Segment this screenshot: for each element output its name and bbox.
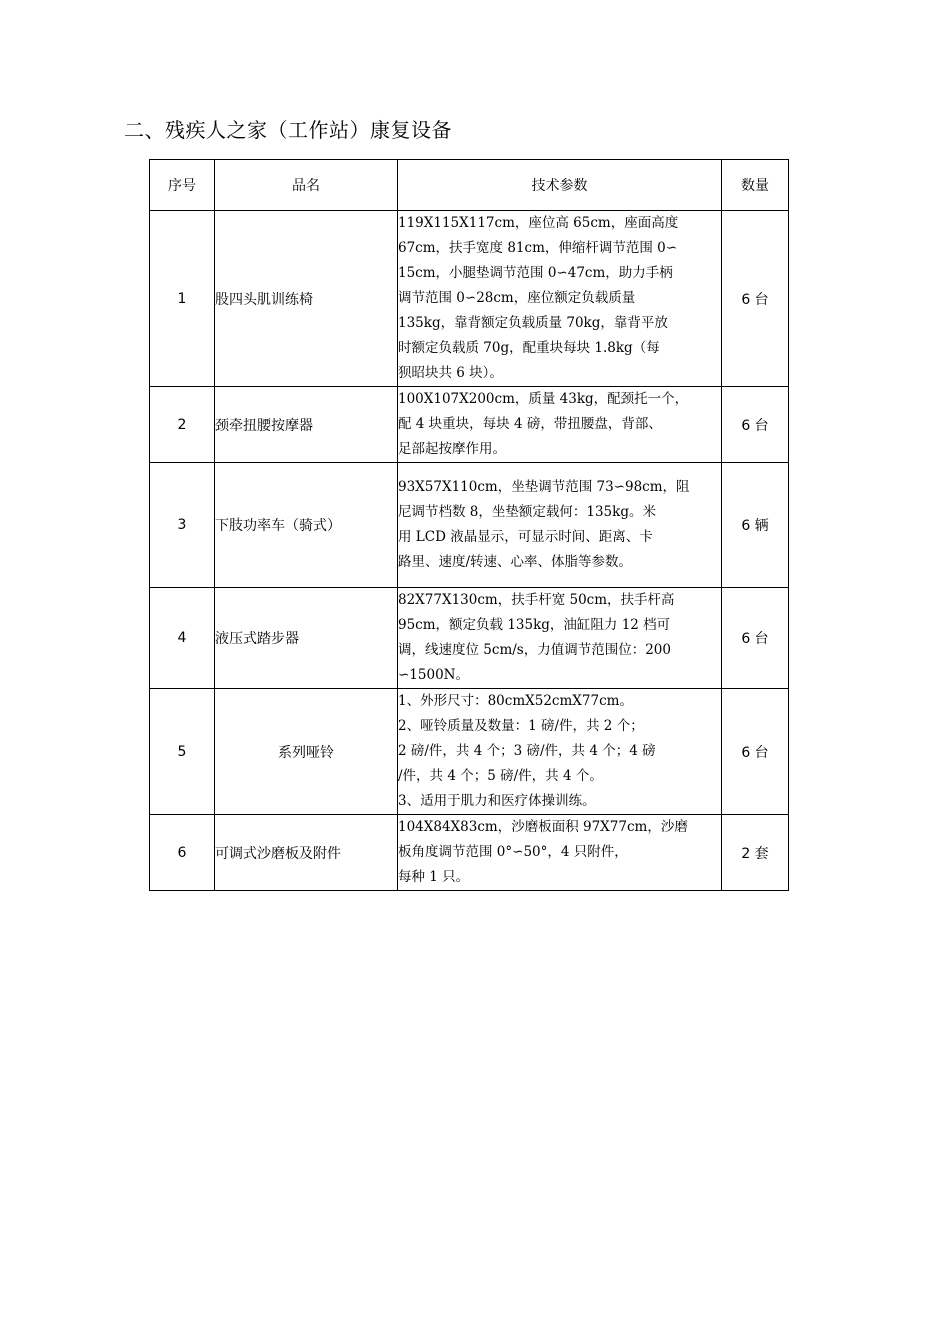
- row-spec: [398, 463, 722, 588]
- header-seq: 序号: [150, 160, 215, 211]
- spec-line: 119X115X117cm，座位高 65cm，座面高度: [398, 215, 679, 231]
- row-qty: 6 台: [722, 588, 789, 689]
- row-seq: 2: [150, 387, 215, 463]
- header-spec: 技术参数: [398, 160, 722, 211]
- spec-line: 2、哑铃质量及数量：1 磅/件，共 2 个；: [398, 718, 644, 734]
- spec-line: 82X77X130cm，扶手杆宽 50cm，扶手杆高: [398, 592, 675, 608]
- row-qty: 6 台: [722, 387, 789, 463]
- row-qty: 6 辆: [722, 463, 789, 588]
- spec-line: 135kg，靠背额定负载质量 70kg，靠背平放: [398, 315, 668, 331]
- spec-line: 1、外形尺寸：80cmX52cmX77cm。: [398, 693, 633, 709]
- spec-line: 93X57X110cm，坐垫调节范围 73∽98cm，阻: [398, 479, 690, 495]
- spec-line: 67cm，扶手宽度 81cm，伸缩杆调节范围 0∽: [398, 240, 678, 256]
- equipment-table: [149, 159, 789, 891]
- spec-line: 板角度调节范围 0°∽50°，4 只附件，: [398, 844, 628, 860]
- table-row: [150, 211, 789, 387]
- spec-line: ∽1500N。: [398, 667, 469, 683]
- spec-line: 时额定负载质 70g，配重块每块 1.8kg（每: [398, 340, 660, 356]
- table-row: [150, 387, 789, 463]
- header-qty: 数量: [722, 160, 789, 211]
- row-name: 可调式沙磨板及附件: [215, 815, 398, 891]
- row-seq: 3: [150, 463, 215, 588]
- row-spec: [398, 211, 722, 387]
- row-seq: 5: [150, 689, 215, 815]
- row-name: 系列哑铃: [215, 689, 398, 815]
- header-name: 品名: [215, 160, 398, 211]
- row-spec: [398, 387, 722, 463]
- spec-line: /件，共 4 个；5 磅/件，共 4 个。: [398, 768, 603, 784]
- row-seq: 1: [150, 211, 215, 387]
- spec-line: 95cm，额定负载 135kg，油缸阻力 12 档可: [398, 617, 671, 633]
- spec-line: 3、适用于肌力和医疗体操训练。: [398, 793, 596, 809]
- row-qty: 6 台: [722, 211, 789, 387]
- spec-line: 调，线速度位 5cm/s，力值调节范围位：200: [398, 642, 671, 658]
- spec-line: 用 LCD 液晶显示，可显示时间、距离、卡: [398, 529, 653, 545]
- row-qty: 2 套: [722, 815, 789, 891]
- spec-line: 15cm，小腿垫调节范围 0∽47cm，助力手柄: [398, 265, 673, 281]
- table-row: [150, 689, 789, 815]
- page-title: 二、残疾人之家（工作站）康复设备: [124, 118, 452, 142]
- spec-line: 2 磅/件，共 4 个；3 磅/件，共 4 个；4 磅: [398, 743, 656, 759]
- row-name: 下肢功率车（骑式）: [215, 463, 398, 588]
- table-row: [150, 588, 789, 689]
- spec-line: 足部起按摩作用。: [398, 441, 506, 457]
- row-qty: 6 台: [722, 689, 789, 815]
- spec-line: 狈昭块共 6 块）。: [398, 365, 503, 381]
- row-spec: [398, 689, 722, 815]
- row-name: 股四头肌训练椅: [215, 211, 398, 387]
- spec-line: 104X84X83cm，沙磨板面积 97X77cm，沙磨: [398, 819, 688, 835]
- spec-line: 100X107X200cm，质量 43kg，配颈托一个，: [398, 391, 689, 407]
- row-seq: 6: [150, 815, 215, 891]
- spec-line: 路里、速度/转速、心率、体脂等参数。: [398, 554, 633, 570]
- spec-line: 尼调节档数 8，坐垫额定载何：135kg。米: [398, 504, 656, 520]
- row-spec: [398, 588, 722, 689]
- row-spec: [398, 815, 722, 891]
- table-row: [150, 463, 789, 588]
- row-seq: 4: [150, 588, 215, 689]
- table-header-row: [150, 160, 789, 211]
- table-row: [150, 815, 789, 891]
- row-name: 液压式踏步器: [215, 588, 398, 689]
- row-name: 颈牵扭腰按摩器: [215, 387, 398, 463]
- spec-line: 每种 1 只。: [398, 869, 470, 885]
- spec-line: 调节范围 0∽28cm，座位额定负载质量: [398, 290, 636, 306]
- spec-line: 配 4 块重块，每块 4 磅，带扭腰盘，背部、: [398, 416, 662, 432]
